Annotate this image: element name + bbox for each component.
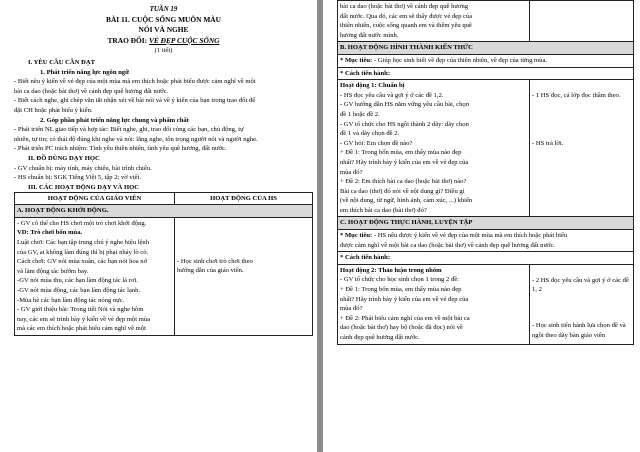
skill-title: NÓI VÀ NGHE [138,25,189,35]
section-2-heading: II. ĐỒ DÙNG DẠY HỌC [28,154,100,162]
text-line: bài ca dao (hoặc bài thơ) về cảnh đẹp quê hương [340,3,469,10]
right-page [323,0,640,452]
week-label: TUẦN 19 [149,5,178,13]
text-line: được cảm nghĩ về một bài ca dao (hoặc bài thơ) về cảnh đẹp quê hương đất nước. [340,241,556,249]
text-line: + Đề 2: Phát biểu cảm nghĩ của em về một bài ca [340,314,470,322]
text-line: nhiên, tự tin; có thái độ đúng khi nghe và nói: lắng nghe, tôn trọng người nói và người nghe. [14,135,258,143]
goal-text: - HS nêu được ý kiến về vẻ đẹp của một mùa mà em thích hoặc phát biểu [373,232,568,240]
text-line: Luật chơi: Các bạn tập trung chú ý nghe hiệu lệnh [17,239,150,247]
section-1-1-body [14,77,313,115]
method-label: * Cách tiến hành: [340,254,391,262]
text-line: đất nước. Qua đó, các em sẽ thấy được vẻ đẹp của [340,12,473,20]
student-activity-cell [530,1,634,42]
text-line: dao (hoặc bài thơ) hay bộ (hoặc đã đọc) nói về [340,324,463,332]
method-label: * Cách tiến hành: [340,69,391,77]
text-line: Bài ca dao (thơ) đó nói về nội dung gì? Điều gì [340,187,465,195]
section-1-heading: I. YÊU CẦU CẦN ĐẠT [28,58,95,66]
text-line: bài ca dao (hoặc bài thơ) về cảnh đẹp quê hương đất nước. [14,87,169,95]
text-line: nay, các em sẽ trình bày ý kiến về vẻ đẹp một mùa [17,315,151,323]
activity-b-title: B. HOẠT ĐỘNG HÌNH THÀNH KIẾN THỨC [340,44,473,52]
text-line: VD: Trò chơi bốn mùa. [17,229,83,237]
text-line: - HS trả lời. [532,139,564,147]
text-line: hương đất nước mình. [340,31,399,39]
goal-label: * Mục tiêu: [340,56,373,64]
duration: (1 tiết) [154,47,173,55]
text-line: - 2 HS đọc yêu cầu và gợi ý ở các đề 1, 2 [532,276,629,294]
text-line: mùa đó? [340,305,363,313]
section-1-1-heading: 1. Phát triển năng lực ngôn ngữ [40,68,130,76]
text-line: + Đề 2: Em thích bài ca dao (hoặc bài thơ) nào? [340,178,467,186]
text-line: - HS đọc yêu cầu và gợi ý ở các đề 1,2. [340,91,444,99]
text-line: - GV hỏi: Em chọn đề nào? [340,139,413,147]
text-line: - Biết cách nghe, ghi chép văn tắt nhận xét về bài nói và về ý kiến của bạn trong trao đổi để [14,97,256,105]
text-line: - Học sinh chơi trò chơi theo [177,257,253,265]
text-line: - GV giới thiệu bài: Trong tiết Nói và nghe hôm [17,306,144,314]
topic-prefix: TRAO ĐỔI: [107,35,148,45]
text-line: đề 1 hoặc đề 2. [340,110,380,118]
text-line: cảnh đẹp quê hương đất nước. [340,334,420,341]
topic-title [14,36,313,47]
text-line: - GV chuẩn bị: máy tính, máy chiếu, bài trình chiếu. [14,164,152,172]
teacher-activity-cell [15,217,175,335]
section-3-heading: III. CÁC HOẠT ĐỘNG DẠY VÀ HỌC [28,183,140,191]
text-line: - GV cô thể cho HS chơi một trò chơi khởi động. [17,219,147,227]
col-header-student: HOẠT ĐỘNG CỦA HS [175,193,313,205]
text-line: -Mùa hè các bạn làm động tác nóng nực. [17,296,125,304]
text-line: - 1 HS đọc, cả lớp đọc thầm theo. [532,92,621,100]
activity-table-continued [337,0,634,345]
section-1-2-body [14,125,313,154]
text-line: - Biết nêu ý kiến về vẻ đẹp của một mùa mà em thích hoặc phát biểu được cảm nghĩ về một [14,78,256,86]
text-line: - HS chuẩn bị: SGK Tiếng Việt 5, tập 2; vở viết. [14,174,141,182]
text-line: mà các em thích hoặc phát biểu cảm nghĩ về một [17,325,146,333]
text-line: -GV nói mùa đông, các bạn làm động tác lạnh. [17,287,141,295]
lesson-title: BÀI 11. CUỘC SỐNG MUÔN MÀU [106,14,221,24]
text-line: đề 1 và dãy chọn đề 2. [340,130,400,138]
left-page [0,0,317,452]
text-line: và làm động tác bướm bay. [17,267,89,275]
text-line: + Đề 1: Trong bốn mùa, em thấy mùa nào đẹp [340,149,462,157]
text-line: của GV, ai không làm đúng thì bị phạt nhảy lò cò. [17,248,149,256]
text-line: -GV nói mùa thu, các bạn làm động tác lá rơi. [17,277,138,285]
text-line: - GV tổ chức cho học sinh chọn 1 trong 2 đề: [340,276,460,284]
text-line: thiên nhiên, cuộc sống quanh em và thêm yêu quê [340,22,472,30]
goal-label: * Mục tiêu: [340,232,373,240]
text-line: nhất? Hãy trình bày ý kiến của em về vẻ đẹp của [340,295,469,303]
goal-text: - Giúp học sinh biết về đẹp của thiên nhiên, về đẹp của từng mùa. [373,56,548,64]
text-line: (về nội dung, từ ngữ, hình ảnh, cảm xúc, ...) khiến [340,197,473,205]
student-activity-cell [530,264,634,344]
text-line: em thích bài ca dao (bài thơ) đó? [340,206,427,214]
text-line: hướng dẫn của giáo viên. [177,267,244,275]
text-line: - Phát triển PC trách nhiệm: Tình yêu thiên nhiên, tình yêu quê hương, đất nước. [14,145,227,153]
text-line: - GV hướng dẫn HS nắm vững yêu cầu bài, chọn [340,101,469,109]
teacher-activity-cell [338,264,530,344]
col-header-teacher: HOẠT ĐỘNG CỦA GIÁO VIÊN [15,193,175,205]
student-activity-cell [175,217,313,335]
text-line: - GV tổ chức cho HS ngồi thành 2 dãy: dãy chọn [340,120,469,128]
text-line: Hoạt động 1: Chuẩn bị [340,82,405,90]
text-line: - Phát triển NL giao tiếp và hợp tác: Biết nghe, ghi, trao đổi cùng các bạn, chủ động, tự [14,126,244,134]
text-line: Hoạt động 2: Thảo luận trong nhóm [340,266,442,274]
section-1-2-heading: 2. Góp phần phát triển năng lực chung và phẩm chất [40,116,189,124]
text-line: + Đề 1: Trong bốn mùa, em thấy mùa nào đẹp [340,286,462,294]
teacher-activity-cell [338,80,530,217]
activity-b-goal [338,54,634,67]
text-line: nhất? Hãy trình bày ý kiến của em về vẻ đẹp của [340,158,469,166]
text-line: - Học sinh tiến hành lựa chọn đề và ngồi theo dãy bàn giáo viên [532,322,626,339]
activity-c-title: C. HOẠT ĐỘNG THỰC HÀNH, LUYỆN TẬP [340,219,473,227]
student-activity-cell [530,80,634,217]
text-line: đặt CH hoặc phát biểu ý kiến. [14,106,93,114]
topic-name: VẺ ĐẸP CUỘC SỐNG [148,35,220,45]
activity-a-title: A. HOẠT ĐỘNG KHỞI ĐỘNG. [17,207,109,215]
activity-c-goal [338,230,634,252]
text-line: mùa đó? [340,168,363,176]
teacher-activity-cell [338,1,530,42]
text-line: Cách chơi: GV nói mùa xuân, các bạn nói hoa nở [17,258,148,266]
activity-table [14,192,313,336]
